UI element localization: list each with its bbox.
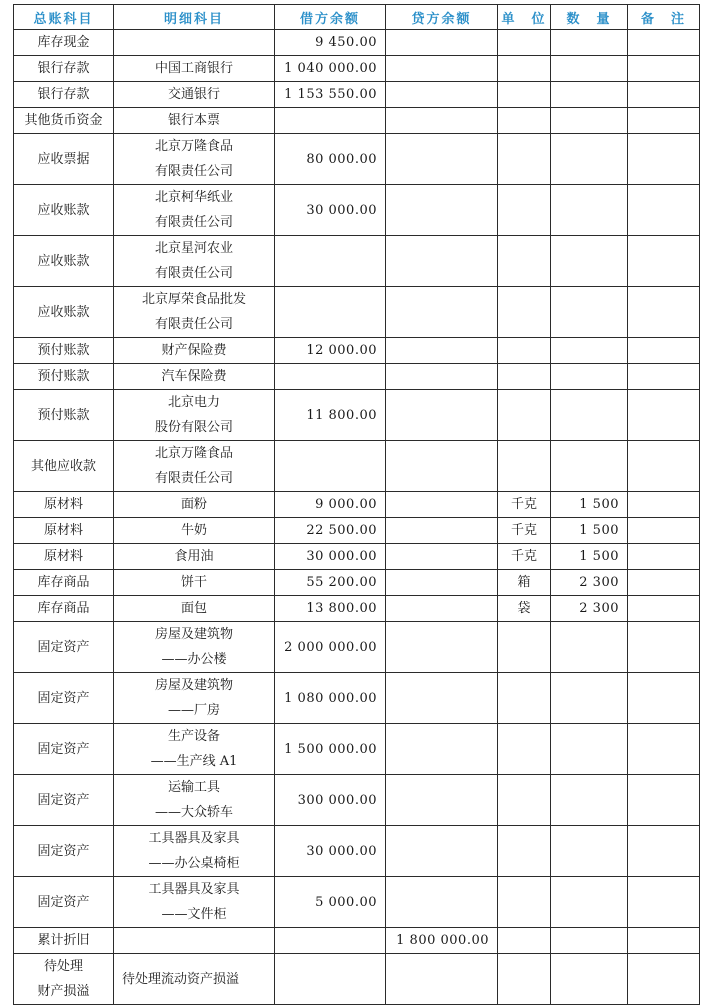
debit-cell: 2 000 000.00	[275, 622, 386, 673]
unit-cell	[498, 441, 551, 492]
note-cell	[628, 622, 700, 673]
note-cell	[628, 826, 700, 877]
quantity-cell	[551, 338, 628, 364]
account-cell	[14, 56, 114, 82]
header-account: 总账科目	[14, 5, 114, 30]
note-cell	[628, 724, 700, 775]
account-cell-line: 固定资产	[37, 843, 90, 859]
quantity-cell: 2 300	[551, 596, 628, 622]
debit-cell	[275, 108, 386, 134]
detail-cell-line: ——办公楼	[161, 652, 227, 667]
credit-cell	[386, 82, 498, 108]
credit-cell	[386, 108, 498, 134]
note-cell	[628, 82, 700, 108]
quantity-cell: 1 500	[551, 518, 628, 544]
quantity-cell	[551, 441, 628, 492]
debit-cell	[275, 928, 386, 954]
credit-cell	[386, 390, 498, 441]
table-row	[14, 775, 700, 826]
header-detail: 明细科目	[114, 5, 275, 30]
account-cell-line: 应收账款	[37, 253, 90, 269]
detail-cell	[114, 287, 275, 338]
detail-cell	[114, 877, 275, 928]
detail-cell	[114, 954, 275, 1005]
table-row	[14, 570, 700, 596]
detail-cell	[114, 30, 275, 56]
account-cell	[14, 877, 114, 928]
detail-cell-line: 生产设备	[167, 729, 220, 744]
table-row	[14, 826, 700, 877]
debit-cell	[275, 287, 386, 338]
account-cell-line: 预付账款	[37, 369, 90, 384]
quantity-cell	[551, 236, 628, 287]
table-row	[14, 30, 700, 56]
table-row	[14, 185, 700, 236]
unit-cell	[498, 673, 551, 724]
debit-cell: 300 000.00	[275, 775, 386, 826]
quantity-cell	[551, 954, 628, 1005]
header-debit: 借方余额	[275, 5, 386, 30]
unit-cell: 千克	[498, 544, 551, 570]
table-row	[14, 56, 700, 82]
table-row	[14, 338, 700, 364]
note-cell	[628, 673, 700, 724]
credit-cell	[386, 954, 498, 1005]
note-cell	[628, 338, 700, 364]
note-cell	[628, 492, 700, 518]
account-cell-line: 其他应收款	[30, 458, 96, 474]
credit-cell	[386, 441, 498, 492]
debit-cell: 80 000.00	[275, 134, 386, 185]
quantity-cell	[551, 287, 628, 338]
quantity-cell: 1 500	[551, 492, 628, 518]
quantity-cell	[551, 82, 628, 108]
note-cell	[628, 954, 700, 1005]
account-cell-line: 预付账款	[37, 343, 90, 358]
account-cell	[14, 724, 114, 775]
debit-cell: 5 000.00	[275, 877, 386, 928]
account-cell-line: 待处理	[43, 959, 83, 974]
table-row	[14, 596, 700, 622]
table-row	[14, 287, 700, 338]
unit-cell	[498, 826, 551, 877]
credit-cell	[386, 518, 498, 544]
table-row	[14, 492, 700, 518]
note-cell	[628, 390, 700, 441]
account-cell	[14, 338, 114, 364]
unit-cell	[498, 877, 551, 928]
credit-cell	[386, 596, 498, 622]
unit-cell	[498, 287, 551, 338]
account-cell	[14, 30, 114, 56]
detail-cell-line: 有限责任公司	[154, 215, 233, 230]
detail-cell	[114, 338, 275, 364]
note-cell	[628, 364, 700, 390]
note-cell	[628, 775, 700, 826]
debit-cell	[275, 954, 386, 1005]
debit-cell: 9 000.00	[275, 492, 386, 518]
account-cell-line: 财产损溢	[37, 984, 90, 999]
credit-cell	[386, 338, 498, 364]
debit-cell: 1 040 000.00	[275, 56, 386, 82]
account-cell	[14, 673, 114, 724]
detail-cell-line: 运输工具	[167, 780, 220, 795]
account-cell-line: 原材料	[43, 497, 83, 512]
detail-cell	[114, 570, 275, 596]
table-row	[14, 364, 700, 390]
account-cell-line: 原材料	[43, 523, 83, 538]
quantity-cell	[551, 826, 628, 877]
header-unit: 单 位	[498, 5, 551, 30]
detail-cell	[114, 826, 275, 877]
account-cell-line: 应收账款	[37, 202, 90, 218]
account-cell-line: 库存现金	[37, 35, 90, 50]
table-body	[14, 30, 700, 1005]
detail-cell-line: ——厂房	[167, 703, 220, 718]
note-cell	[628, 544, 700, 570]
note-cell	[628, 928, 700, 954]
table-row	[14, 134, 700, 185]
unit-cell	[498, 108, 551, 134]
credit-cell	[386, 56, 498, 82]
unit-cell: 千克	[498, 518, 551, 544]
quantity-cell: 2 300	[551, 570, 628, 596]
unit-cell: 箱	[498, 570, 551, 596]
detail-cell-line: 中国工商银行	[154, 61, 233, 76]
detail-cell-line: 食用油	[174, 549, 214, 564]
debit-cell: 55 200.00	[275, 570, 386, 596]
quantity-cell	[551, 390, 628, 441]
quantity-cell	[551, 185, 628, 236]
debit-cell: 9 450.00	[275, 30, 386, 56]
header-row	[14, 5, 700, 30]
detail-cell	[114, 364, 275, 390]
detail-cell-line: 有限责任公司	[154, 317, 233, 332]
debit-cell: 30 000.00	[275, 185, 386, 236]
detail-cell	[114, 518, 275, 544]
detail-cell-line: 北京万隆食品	[154, 446, 233, 461]
detail-cell-line: 有限责任公司	[154, 266, 233, 281]
quantity-cell	[551, 56, 628, 82]
unit-cell	[498, 724, 551, 775]
detail-cell	[114, 775, 275, 826]
detail-cell	[114, 134, 275, 185]
quantity-cell: 1 500	[551, 544, 628, 570]
detail-cell-line: 北京万隆食品	[154, 139, 233, 154]
detail-cell	[114, 82, 275, 108]
credit-cell	[386, 364, 498, 390]
debit-cell	[275, 364, 386, 390]
account-cell	[14, 390, 114, 441]
account-cell	[14, 622, 114, 673]
account-cell	[14, 492, 114, 518]
detail-cell-line: ——生产线 A1	[150, 754, 238, 769]
detail-cell-line: 北京星河农业	[154, 241, 233, 256]
account-cell	[14, 185, 114, 236]
account-cell-line: 固定资产	[37, 690, 90, 706]
note-cell	[628, 287, 700, 338]
debit-cell: 1 500 000.00	[275, 724, 386, 775]
quantity-cell	[551, 364, 628, 390]
detail-cell-line: 财产保险费	[161, 343, 227, 358]
detail-cell-line: 银行本票	[167, 113, 220, 128]
quantity-cell	[551, 775, 628, 826]
account-cell	[14, 826, 114, 877]
detail-cell-line: 北京柯华纸业	[154, 190, 233, 205]
table-row	[14, 673, 700, 724]
account-cell-line: 库存商品	[37, 575, 90, 590]
account-cell-line: 银行存款	[37, 61, 90, 76]
table-row	[14, 928, 700, 954]
account-cell-line: 原材料	[43, 549, 83, 564]
detail-cell	[114, 236, 275, 287]
note-cell	[628, 56, 700, 82]
debit-cell	[275, 441, 386, 492]
account-cell	[14, 544, 114, 570]
debit-cell: 13 800.00	[275, 596, 386, 622]
note-cell	[628, 108, 700, 134]
detail-cell	[114, 544, 275, 570]
header-note: 备 注	[628, 5, 700, 30]
table-row	[14, 544, 700, 570]
account-cell-line: 应收账款	[37, 304, 90, 320]
detail-cell-line: 交通银行	[167, 87, 220, 102]
header-credit: 贷方余额	[386, 5, 498, 30]
detail-cell-line: 牛奶	[180, 523, 207, 538]
table-row	[14, 82, 700, 108]
detail-cell-line: 北京电力	[167, 395, 220, 410]
table-row	[14, 724, 700, 775]
account-cell	[14, 775, 114, 826]
credit-cell	[386, 185, 498, 236]
note-cell	[628, 518, 700, 544]
detail-cell	[114, 492, 275, 518]
account-cell-line: 固定资产	[37, 792, 90, 808]
quantity-cell	[551, 724, 628, 775]
credit-cell	[386, 775, 498, 826]
account-cell-line: 固定资产	[37, 741, 90, 757]
unit-cell: 袋	[498, 596, 551, 622]
detail-cell-line: 工具器具及家具	[148, 831, 240, 846]
table-header	[14, 5, 700, 30]
unit-cell	[498, 338, 551, 364]
unit-cell	[498, 622, 551, 673]
unit-cell	[498, 185, 551, 236]
unit-cell	[498, 82, 551, 108]
account-cell	[14, 954, 114, 1005]
credit-cell	[386, 673, 498, 724]
account-cell	[14, 134, 114, 185]
detail-cell-line: ——办公桌椅柜	[148, 856, 240, 871]
quantity-cell	[551, 30, 628, 56]
account-cell-line: 银行存款	[37, 87, 90, 102]
unit-cell	[498, 134, 551, 185]
detail-cell-line: 汽车保险费	[161, 369, 227, 384]
note-cell	[628, 236, 700, 287]
quantity-cell	[551, 622, 628, 673]
note-cell	[628, 185, 700, 236]
account-cell	[14, 596, 114, 622]
account-cell-line: 预付账款	[37, 407, 90, 423]
note-cell	[628, 570, 700, 596]
debit-cell: 1 080 000.00	[275, 673, 386, 724]
credit-cell	[386, 544, 498, 570]
account-cell-line: 库存商品	[37, 601, 90, 616]
note-cell	[628, 134, 700, 185]
detail-cell-line: 有限责任公司	[154, 164, 233, 179]
credit-cell	[386, 492, 498, 518]
quantity-cell	[551, 877, 628, 928]
detail-cell-line: 饼干	[180, 575, 207, 590]
detail-cell	[114, 622, 275, 673]
detail-cell	[114, 928, 275, 954]
unit-cell	[498, 390, 551, 441]
table-row	[14, 236, 700, 287]
detail-cell-line: 房屋及建筑物	[154, 627, 233, 642]
account-cell	[14, 364, 114, 390]
unit-cell	[498, 954, 551, 1005]
credit-cell	[386, 622, 498, 673]
header-quantity: 数 量	[551, 5, 628, 30]
detail-cell-line: 有限责任公司	[154, 471, 233, 486]
table-row	[14, 622, 700, 673]
table-row	[14, 108, 700, 134]
debit-cell: 11 800.00	[275, 390, 386, 441]
detail-cell-line: 待处理流动资产损溢	[122, 971, 240, 987]
quantity-cell	[551, 928, 628, 954]
debit-cell: 1 153 550.00	[275, 82, 386, 108]
debit-cell: 30 000.00	[275, 826, 386, 877]
table-row	[14, 954, 700, 1005]
debit-cell: 12 000.00	[275, 338, 386, 364]
detail-cell-line: 北京厚荣食品批发	[141, 292, 246, 307]
credit-cell	[386, 236, 498, 287]
detail-cell	[114, 56, 275, 82]
credit-cell	[386, 570, 498, 596]
unit-cell	[498, 364, 551, 390]
account-cell-line: 固定资产	[37, 894, 90, 910]
credit-cell	[386, 134, 498, 185]
credit-cell	[386, 287, 498, 338]
detail-cell	[114, 596, 275, 622]
ledger-table	[13, 4, 700, 1005]
credit-cell: 1 800 000.00	[386, 928, 498, 954]
table-row	[14, 441, 700, 492]
debit-cell	[275, 236, 386, 287]
detail-cell-line: 面包	[180, 601, 207, 616]
unit-cell	[498, 30, 551, 56]
debit-cell: 30 000.00	[275, 544, 386, 570]
account-cell	[14, 82, 114, 108]
table-row	[14, 877, 700, 928]
account-cell	[14, 287, 114, 338]
credit-cell	[386, 877, 498, 928]
detail-cell	[114, 108, 275, 134]
quantity-cell	[551, 134, 628, 185]
account-cell	[14, 108, 114, 134]
table-row	[14, 390, 700, 441]
account-cell	[14, 928, 114, 954]
note-cell	[628, 596, 700, 622]
note-cell	[628, 877, 700, 928]
unit-cell	[498, 236, 551, 287]
credit-cell	[386, 30, 498, 56]
unit-cell	[498, 928, 551, 954]
detail-cell-line: 房屋及建筑物	[154, 678, 233, 693]
detail-cell-line: 面粉	[180, 497, 207, 512]
note-cell	[628, 30, 700, 56]
debit-cell: 22 500.00	[275, 518, 386, 544]
account-cell	[14, 518, 114, 544]
detail-cell-line: 工具器具及家具	[148, 882, 240, 897]
unit-cell	[498, 56, 551, 82]
detail-cell	[114, 185, 275, 236]
account-cell-line: 其他货币资金	[24, 113, 103, 128]
account-cell	[14, 441, 114, 492]
table-row	[14, 518, 700, 544]
quantity-cell	[551, 108, 628, 134]
unit-cell	[498, 775, 551, 826]
detail-cell-line: 股份有限公司	[154, 420, 233, 435]
detail-cell	[114, 390, 275, 441]
note-cell	[628, 441, 700, 492]
credit-cell	[386, 826, 498, 877]
account-cell-line: 累计折旧	[37, 933, 90, 948]
detail-cell	[114, 673, 275, 724]
detail-cell-line: ——文件柜	[161, 907, 227, 922]
detail-cell-line: ——大众轿车	[154, 805, 233, 820]
detail-cell	[114, 724, 275, 775]
account-cell-line: 应收票据	[37, 151, 90, 167]
quantity-cell	[551, 673, 628, 724]
account-cell	[14, 236, 114, 287]
detail-cell	[114, 441, 275, 492]
account-cell-line: 固定资产	[37, 639, 90, 655]
credit-cell	[386, 724, 498, 775]
unit-cell: 千克	[498, 492, 551, 518]
account-cell	[14, 570, 114, 596]
